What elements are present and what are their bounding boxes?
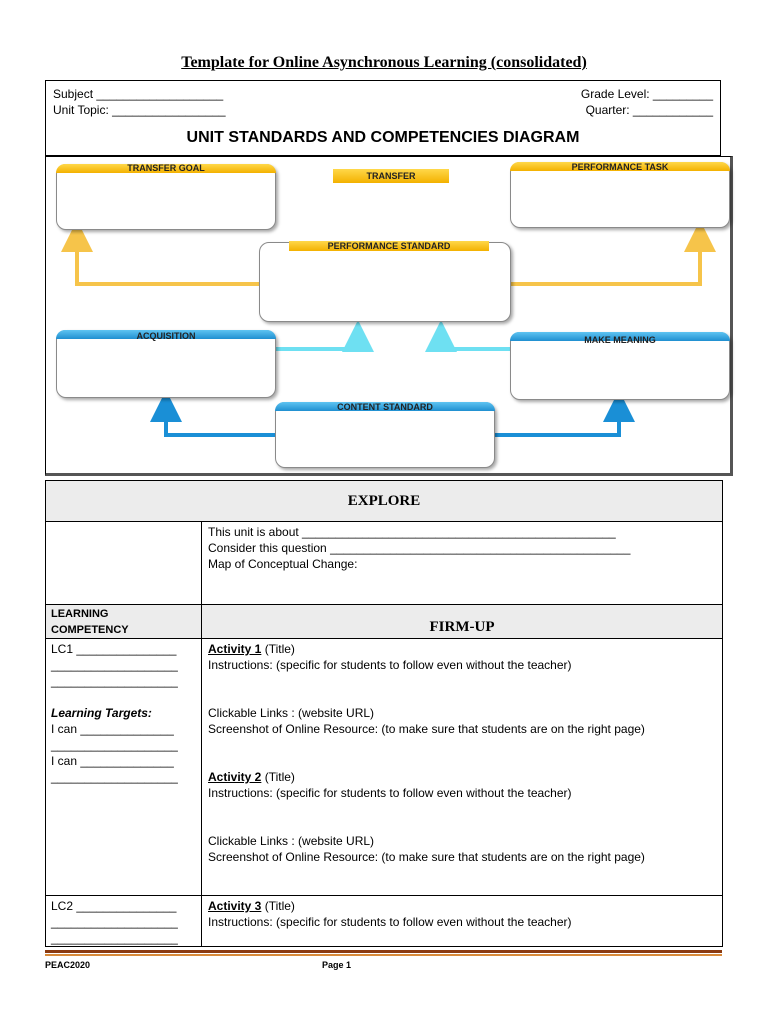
activity-3-title: (Title) [261,899,295,913]
diagram-title: UNIT STANDARDS AND COMPETENCIES DIAGRAM [186,129,580,146]
activity-1-links: Clickable Links : (website URL) [208,706,375,720]
unit-about-line: This unit is about _______________________________________________ [208,525,616,539]
activity-2-links: Clickable Links : (website URL) [208,834,375,848]
lesson-table [45,480,723,947]
i-can-line: I can ______________ [51,722,174,736]
transfer-label: TRANSFER [366,171,416,181]
subject-field: Subject ___________________ [53,87,224,101]
explore-header-row [46,481,723,522]
performance-standard-label: PERFORMANCE STANDARD [327,241,451,251]
grade-level-field: Grade Level: _________ [580,87,713,101]
lc2-line: LC2 _______________ [51,899,177,913]
footer-code: PEAC2020 [45,960,91,970]
activity-1-label: Activity 1 [208,642,262,656]
content-standard-label: CONTENT STANDARD [337,402,433,412]
explore-row [46,522,723,605]
firmup-heading: FIRM-UP [429,619,495,635]
activity-2-title: (Title) [261,770,295,784]
activity-2-instructions: Instructions: (specific for students to follow even without the teacher) [208,786,572,800]
lc1-blank-line: ___________________ [51,770,178,784]
firmup-header-row [46,605,723,639]
arrow-acquisition-to-performance-standard [275,336,358,349]
arrow-to-make-meaning [495,406,619,435]
footer-rule [45,950,722,956]
lc1-blank-line: ___________________ [51,658,178,672]
activity-3-instructions: Instructions: (specific for students to follow even without the teacher) [208,915,572,929]
arrow-to-acquisition [166,406,275,435]
transfer-goal-label: TRANSFER GOAL [127,163,205,173]
page-number: Page 1 [322,960,352,970]
arrow-make-meaning-to-performance-standard [441,336,510,349]
lc2-blank-line: ___________________ [51,915,178,929]
document-title: Template for Online Asynchronous Learning (consolidated) [181,54,587,71]
i-can-line: I can ______________ [51,754,174,768]
arrow-to-transfer-goal [77,236,260,284]
activity-2-screenshot: Screenshot of Online Resource: (to make sure that students are on the right page) [208,850,645,864]
quarter-field: Quarter: ____________ [585,103,713,117]
lc-header-line-2: COMPETENCY [51,624,129,636]
standards-diagram [45,156,735,480]
learning-targets-label: Learning Targets: [51,706,152,720]
header-box [45,80,721,156]
activity-1-title: (Title) [261,642,295,656]
lc1-blank-line: ___________________ [51,738,178,752]
lc1-row [46,639,723,896]
activity-2-label: Activity 2 [208,770,262,784]
lc-header-line-1: LEARNING [51,608,109,620]
arrow-to-performance-task [510,236,700,284]
lc2-blank-line: ___________________ [51,931,178,945]
lc2-row [46,896,723,947]
performance-standard-box [259,242,511,322]
lc1-line: LC1 _______________ [51,642,177,656]
unit-topic-field: Unit Topic: _________________ [53,103,226,117]
transfer-goal-box [56,164,276,230]
activity-3-label: Activity 3 [208,899,262,913]
performance-task-label: PERFORMANCE TASK [571,162,669,172]
acquisition-label: ACQUISITION [136,331,196,341]
activity-1-screenshot: Screenshot of Online Resource: (to make sure that students are on the right page) [208,722,645,736]
explore-heading: EXPLORE [347,492,421,509]
conceptual-change-line: Map of Conceptual Change: [208,557,358,571]
lc1-blank-line: ___________________ [51,674,178,688]
make-meaning-label: MAKE MEANING [584,335,656,345]
activity-1-instructions: Instructions: (specific for students to follow even without the teacher) [208,658,572,672]
consider-question-line: Consider this question _____________________________________________ [208,541,631,555]
